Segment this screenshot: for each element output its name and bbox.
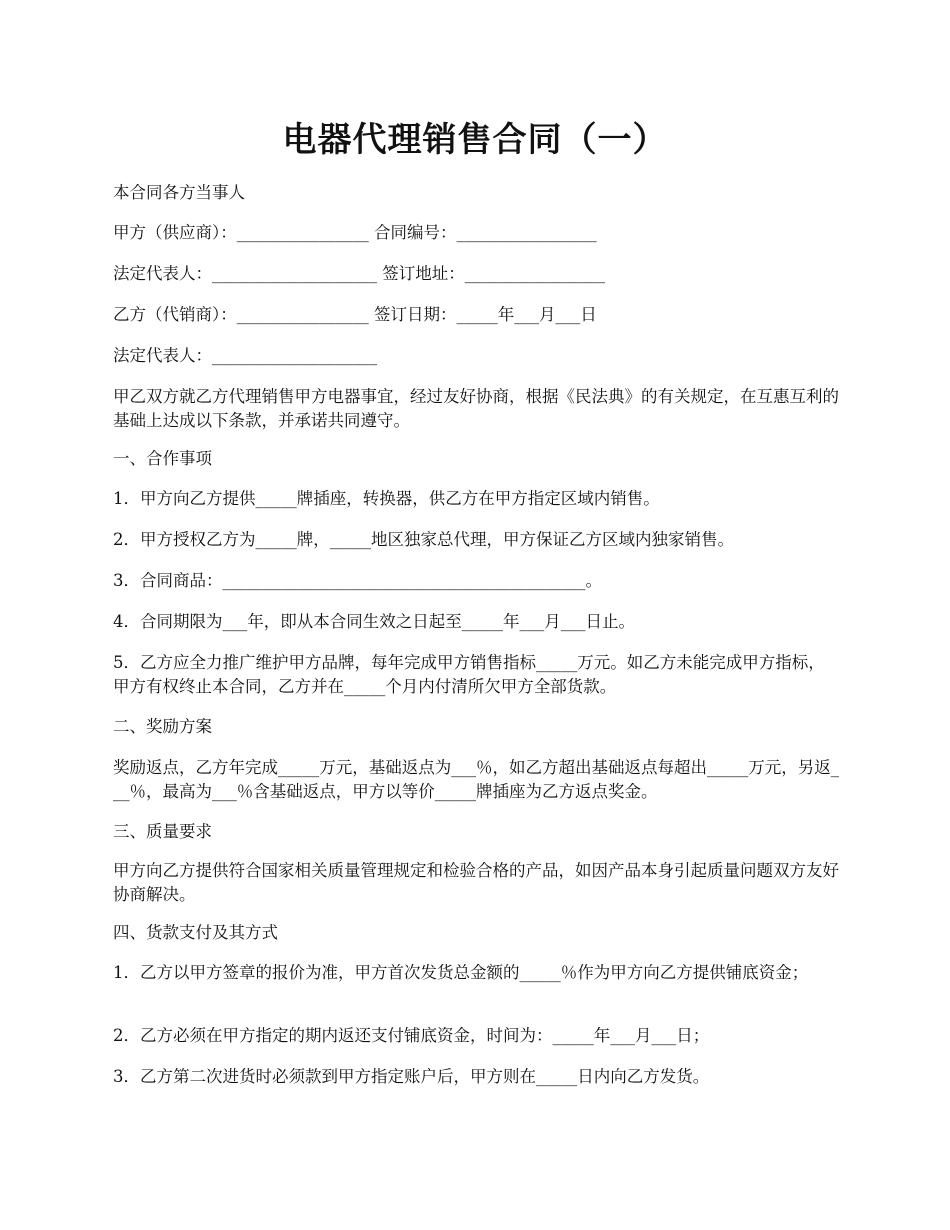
party-a-representative-line: 法定代表人：____________________ 签订地址：_________________ bbox=[113, 264, 605, 283]
document-title: 电器代理销售合同（一） bbox=[282, 120, 668, 160]
parties-heading: 本合同各方当事人 bbox=[113, 183, 245, 202]
section-4-heading: 四、货款支付及其方式 bbox=[113, 923, 278, 942]
section-4-item-1: 1．乙方以甲方签章的报价为准，甲方首次发货总金额的_____％作为甲方向乙方提供铺底资金； bbox=[113, 963, 809, 982]
section-3-paragraph: 甲方向乙方提供符合国家相关质量管理规定和检验合格的产品，如因产品本身引起质量问题双方友好协商解决。 bbox=[113, 861, 839, 904]
party-a-line: 甲方（供应商）：________________ 合同编号：_________________ bbox=[113, 223, 597, 242]
section-1-item-3: 3．合同商品：____________________________________________。 bbox=[113, 571, 602, 590]
section-3-heading: 三、质量要求 bbox=[113, 822, 212, 841]
party-b-line: 乙方（代销商）：________________ 签订日期：_____年___月___日 bbox=[113, 305, 597, 324]
section-1-item-2: 2．甲方授权乙方为_____牌，_____地区独家总代理，甲方保证乙方区域内独家销售。 bbox=[113, 530, 734, 549]
section-2-heading: 二、奖励方案 bbox=[113, 717, 212, 736]
section-1-heading: 一、合作事项 bbox=[113, 449, 212, 468]
section-1-item-4: 4．合同期限为___年，即从本合同生效之日起至_____年___月___日止。 bbox=[113, 612, 635, 631]
section-2-paragraph: 奖励返点，乙方年完成_____万元，基础返点为___％，如乙方超出基础返点每超出_____万元，另返___％，最高为___％含基础返点，甲方以等价_____牌插座为乙方返点奖金。 bbox=[113, 758, 839, 801]
party-b-representative-line: 法定代表人：____________________ bbox=[113, 346, 377, 365]
intro-paragraph: 甲乙双方就乙方代理销售甲方电器事宜，经过友好协商，根据《民法典》的有关规定，在互惠互利的基础上达成以下条款，并承诺共同遵守。 bbox=[113, 387, 839, 430]
section-4-item-3: 3．乙方第二次进货时必须款到甲方指定账户后，甲方则在_____日内向乙方发货。 bbox=[113, 1067, 710, 1086]
section-1-item-1: 1．甲方向乙方提供_____牌插座，转换器，供乙方在甲方指定区域内销售。 bbox=[113, 489, 660, 508]
section-1-item-5: 5．乙方应全力推广维护甲方品牌，每年完成甲方销售指标_____万元。如乙方未能完成甲方指标，甲方有权终止本合同，乙方并在_____个月内付清所欠甲方全部货款。 bbox=[113, 653, 825, 696]
section-4-item-2: 2．乙方必须在甲方指定的期内返还支付铺底资金，时间为：_____年___月___日； bbox=[113, 1026, 710, 1045]
